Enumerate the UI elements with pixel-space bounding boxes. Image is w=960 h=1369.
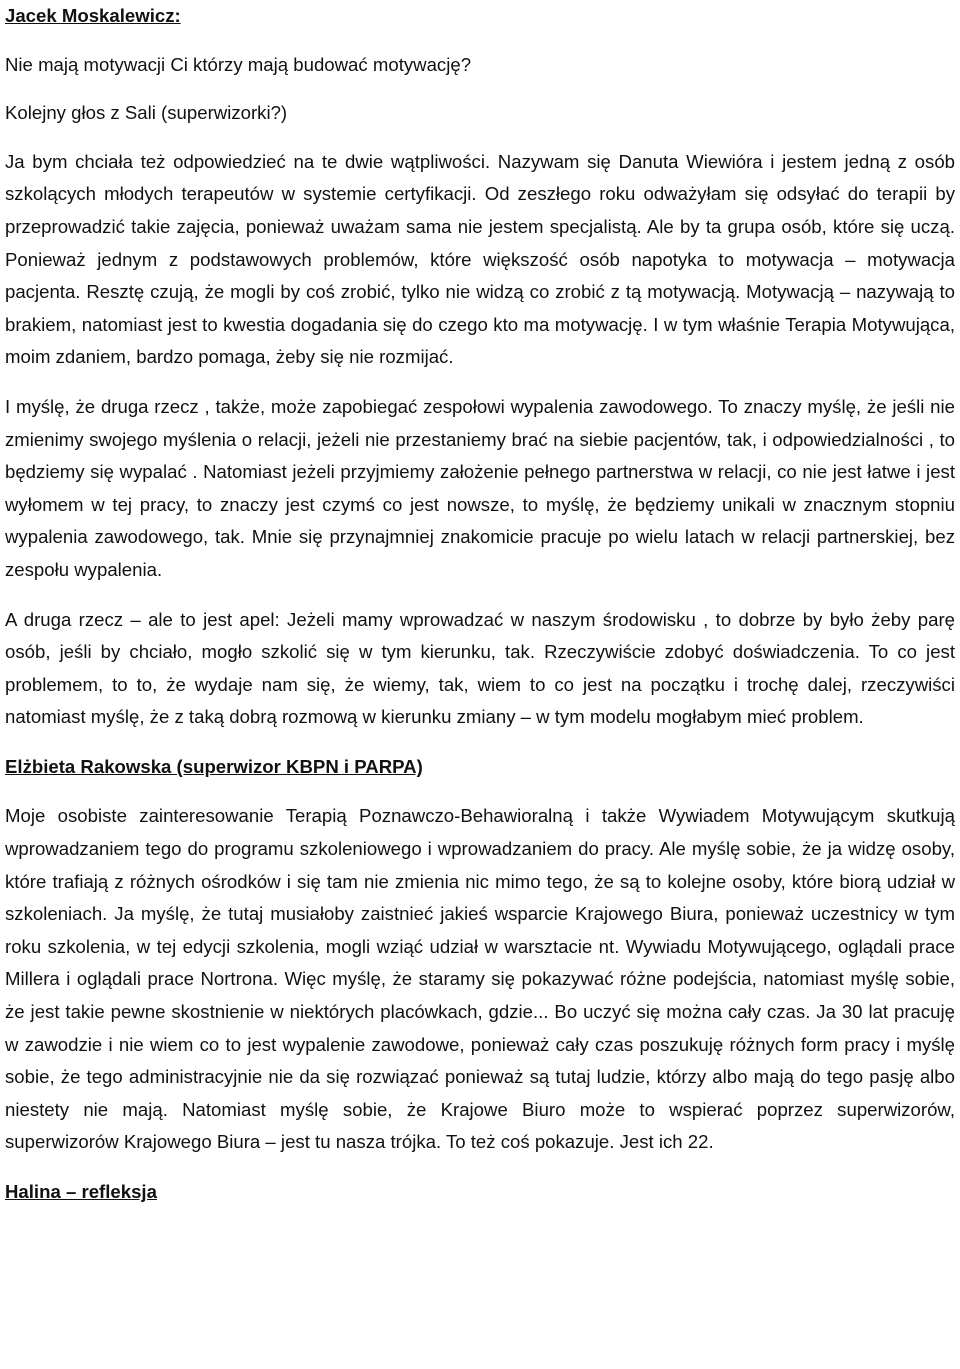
paragraph-danuta-3: A druga rzecz – ale to jest apel: Jeżeli mamy wprowadzać w naszym środowisku , to dobrze by było żeby parę osób, jeśli by chciało, mogło szkolić się w tym kierunku, tak. Rzeczywiście zdobyć doświadczenia. To co jest problemem, to to, że wydaje nam się, że wiemy, tak, wiem to co jest na początku i trochę dalej, rzeczywiści natomiast myślę, że z taką dobrą rozmową w kierunku zmiany – w tym modelu mogłabym mieć problem.	[5, 608, 955, 728]
document-page	[5, 0, 955, 1209]
speaker-name-halina: Halina – refleksja	[5, 1181, 157, 1202]
speaker-name-jacek: Jacek Moskalewicz:	[5, 5, 181, 26]
paragraph-danuta-1: Ja bym chciała też odpowiedzieć na te dwie wątpliwości. Nazywam się Danuta Wiewióra i jestem jedną z osób szkolących młodych terapeutów w systemie certyfikacji. Od zeszłego roku odważyłam się odsyłać do terapii by przeprowadzić takie zajęcia, ponieważ uważam sama nie jestem specjalistą. Ale by ta grupa osób, które się uczą. Ponieważ jednym z podstawowych problemów, które większość osób napotyka to motywacja – motywacja pacjenta. Resztę czują, że mogli by coś zrobić, tylko nie widzą co zrobić z tą motywacją. Motywacją – nazywają to brakiem, natomiast jest to kwestia dogadania się do czego kto ma motywację. I w tym właśnie Terapia Motywująca, moim zdaniem, bardzo pomaga, żeby się nie rozmijać.	[5, 150, 955, 368]
paragraph-danuta-2: I myślę, że druga rzecz , także, może zapobiegać zespołowi wypalenia zawodowego. To znaczy myślę, że jeśli nie zmienimy swojego myślenia o relacji, jeżeli nie przestaniemy brać na siebie pacjentów, tak, i odpowiedzialności , to będziemy się wypalać . Natomiast jeżeli przyjmiemy założenie pełnego partnerstwa w relacji, co nie jest łatwe i jest wyłomem w tej pracy, to znaczy jest czymś co jest nowsze, to myślę, że będziemy unikali w znacznym stopniu wypalenia zawodowego, tak. Mnie się przynajmniej znakomicie pracuje po wielu latach w relacji partnerskiej, bez zespołu wypalenia.	[5, 395, 955, 580]
paragraph-elzbieta: Moje osobiste zainteresowanie Terapią Poznawczo-Behawioralną i także Wywiadem Motywującym skutkują wprowadzaniem tego do programu szkoleniowego i wprowadzaniem do pracy. Ale myślę sobie, że ja widzę osoby, które trafiają z różnych ośrodków i się tam nie zmienia nic mimo tego, że są to kolejne osoby, które biorą udział w szkoleniach. Ja myślę, że tutaj musiałoby zaistnieć jakieś wsparcie Krajowego Biura, ponieważ uczestnicy w tym roku szkolenia, w tej edycji szkolenia, mogli wziąć udział w warsztacie nt. Wywiadu Motywującego, oglądali prace Millera i oglądali prace Nortrona. Więc myślę, że staramy się pokazywać różne podejścia, natomiast myślę sobie, że jest takie pewne skostnienie w niektórych placówkach, gdzie... Bo uczyć się można cały czas. Ja 30 lat pracuję w zawodzie i nie wiem co to jest wypalenie zawodowe, ponieważ cały czas poszukuję różnych form pracy i myślę sobie, że tego administracyjnie nie da się rozwiązać ponieważ są tutaj ludzie, którzy albo mają do tego pasję albo niestety nie mają. Natomiast myślę sobie, że Krajowe Biuro może to wspierać poprzez superwizorów, superwizorów Krajowego Biura – jest tu nasza trójka. To też coś pokazuje. Jest ich 22.	[5, 805, 955, 1153]
aside-voice-from-room: Kolejny głos z Sali (superwizorki?)	[5, 102, 288, 124]
speaker-name-elzbieta: Elżbieta Rakowska (superwizor KBPN i PARPA)	[5, 755, 423, 777]
speaker-question: Nie mają motywacji Ci którzy mają budować motywację?	[5, 53, 472, 75]
